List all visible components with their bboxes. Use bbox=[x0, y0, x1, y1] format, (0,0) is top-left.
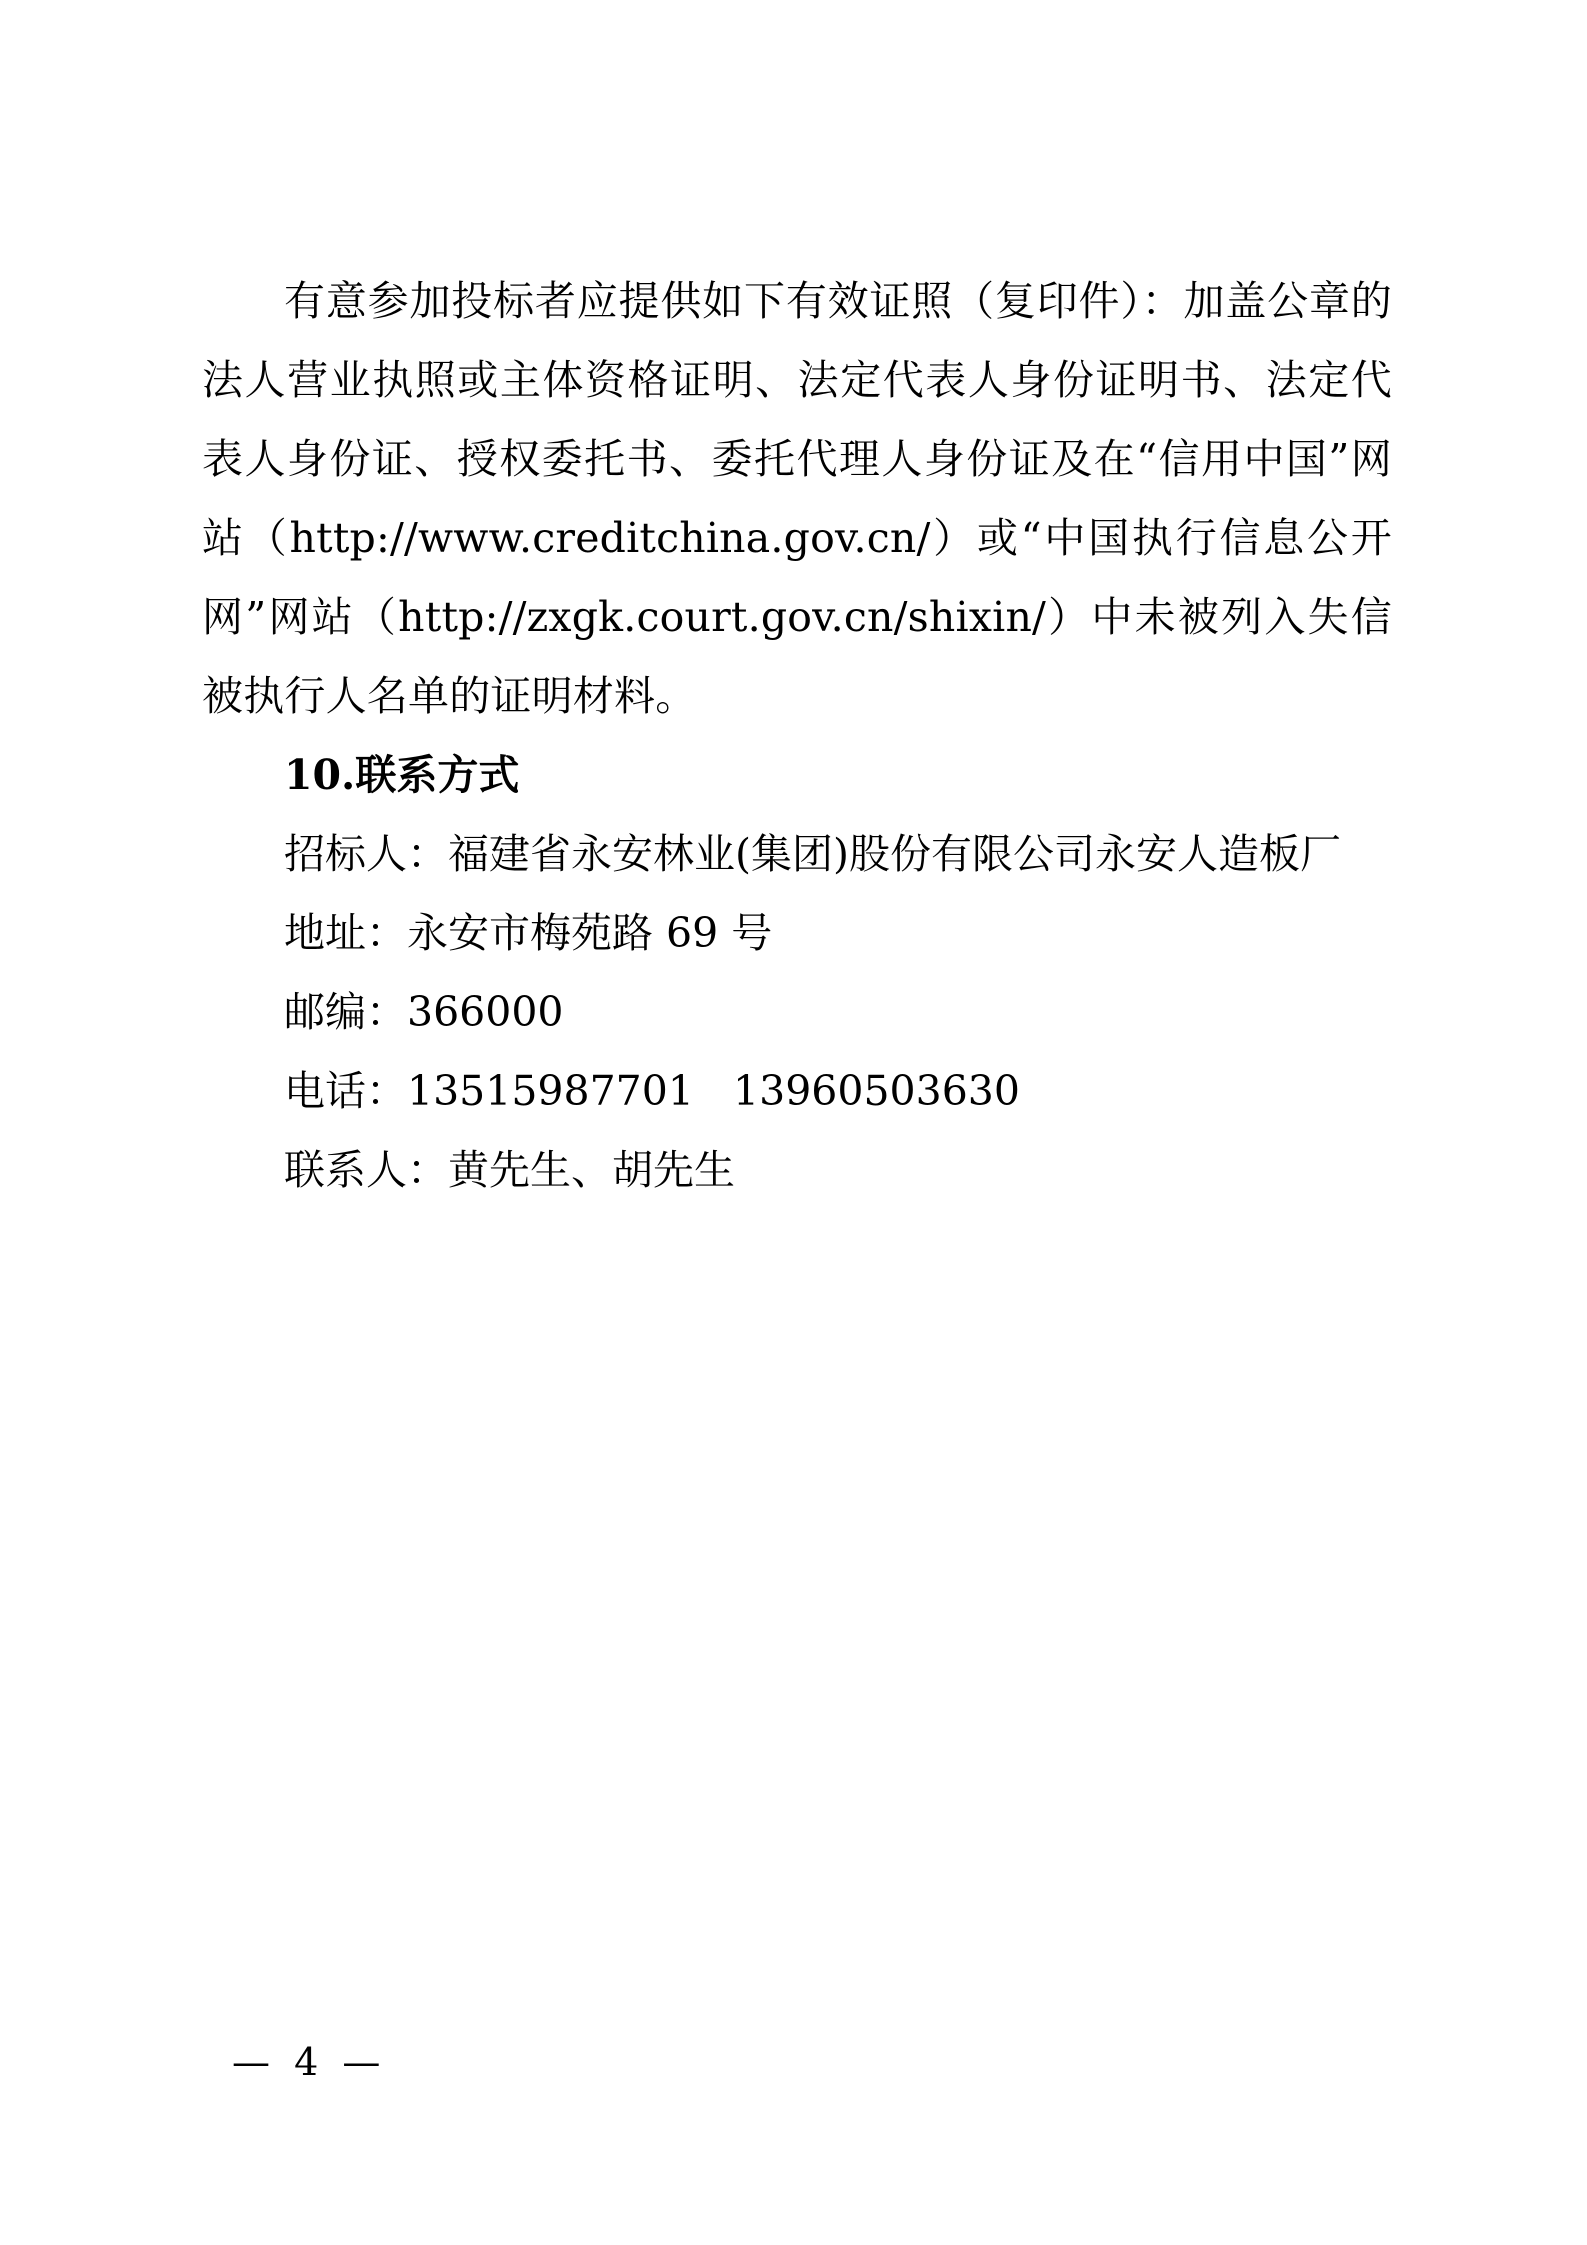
page-number: — 4 — bbox=[232, 2040, 387, 2084]
body-paragraph: 有意参加投标者应提供如下有效证照（复印件）：加盖公章的法人营业执照或主体资格证明、法定代表人身份证明书、法定代表人身份证、授权委托书、委托代理人身份证及在“信用中国”网站（http://www.creditchina.gov.cn/）或“中国执行信息公开网”网站（http://zxgk.court.gov.cn/shixin/）中未被列入失信被执行人名单的证明材料。 bbox=[202, 277, 1392, 720]
contact-line-bidder: 招标人：福建省永安林业(集团)股份有限公司永安人造板厂 bbox=[284, 830, 1341, 878]
contact-line-phone: 电话：13515987701 13960503630 bbox=[284, 1067, 1020, 1115]
contact-line-person: 联系人：黄先生、胡先生 bbox=[284, 1146, 735, 1194]
contact-line-postcode: 邮编：366000 bbox=[284, 988, 564, 1036]
section-heading-contact: 10.联系方式 bbox=[284, 751, 520, 799]
contact-line-address: 地址：永安市梅苑路 69 号 bbox=[284, 909, 773, 957]
document-content bbox=[202, 262, 1392, 1210]
